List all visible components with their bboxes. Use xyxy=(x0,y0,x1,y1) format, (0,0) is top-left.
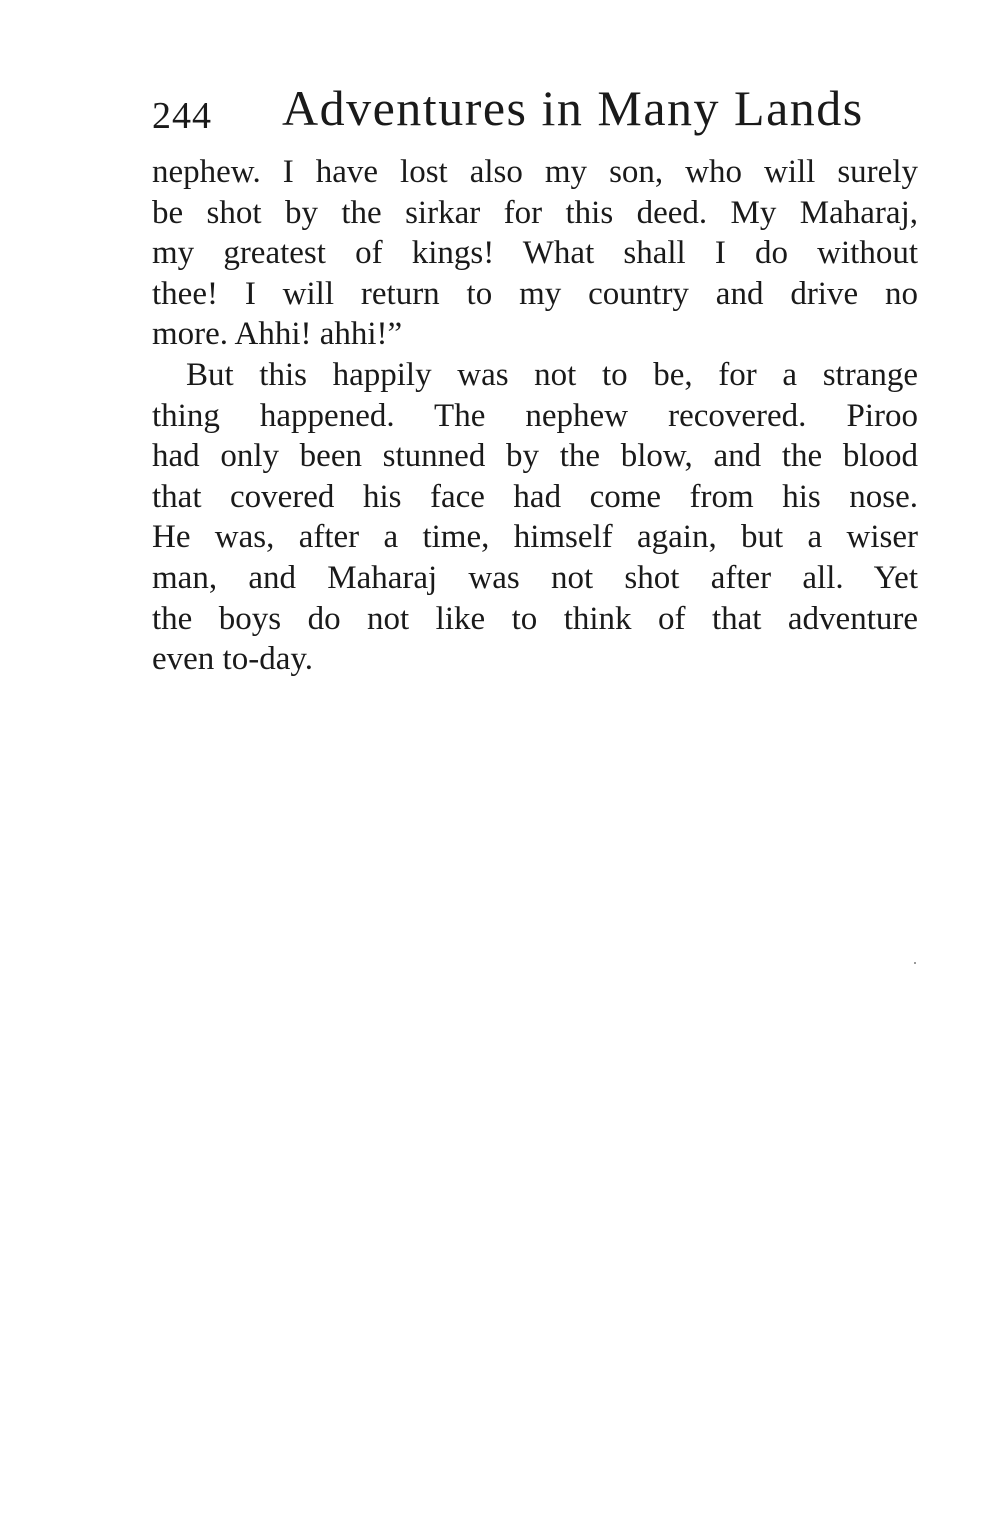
paragraph xyxy=(152,355,918,680)
text-line: my greatest of kings! What shall I do without xyxy=(152,235,918,272)
scan-speck xyxy=(914,962,916,964)
text-line: even to-day. xyxy=(152,641,313,678)
text-line: the boys do not like to think of that adventure xyxy=(152,600,918,637)
text-line: more. Ahhi! ahhi!” xyxy=(152,316,403,353)
text-line: thing happened. The nephew recovered. Piroo xyxy=(152,397,918,434)
text-line: be shot by the sirkar for this deed. My Maharaj, xyxy=(152,194,918,231)
text-line: man, and Maharaj was not shot after all. Yet xyxy=(152,559,918,596)
text-line: that covered his face had come from his nose. xyxy=(152,478,918,515)
text-line: had only been stunned by the blow, and the blood xyxy=(152,438,918,475)
text-line: thee! I will return to my country and drive no xyxy=(152,275,918,312)
text-line: But this happily was not to be, for a strange xyxy=(186,356,918,393)
text-line: nephew. I have lost also my son, who will surely xyxy=(152,154,918,190)
paragraph-continued xyxy=(152,152,918,355)
book-title: Adventures in Many Lands xyxy=(282,80,864,136)
running-head xyxy=(152,78,918,140)
page-number: 244 xyxy=(152,95,212,137)
text-line: He was, after a time, himself again, but a wiser xyxy=(152,519,918,556)
page-body xyxy=(152,152,918,680)
